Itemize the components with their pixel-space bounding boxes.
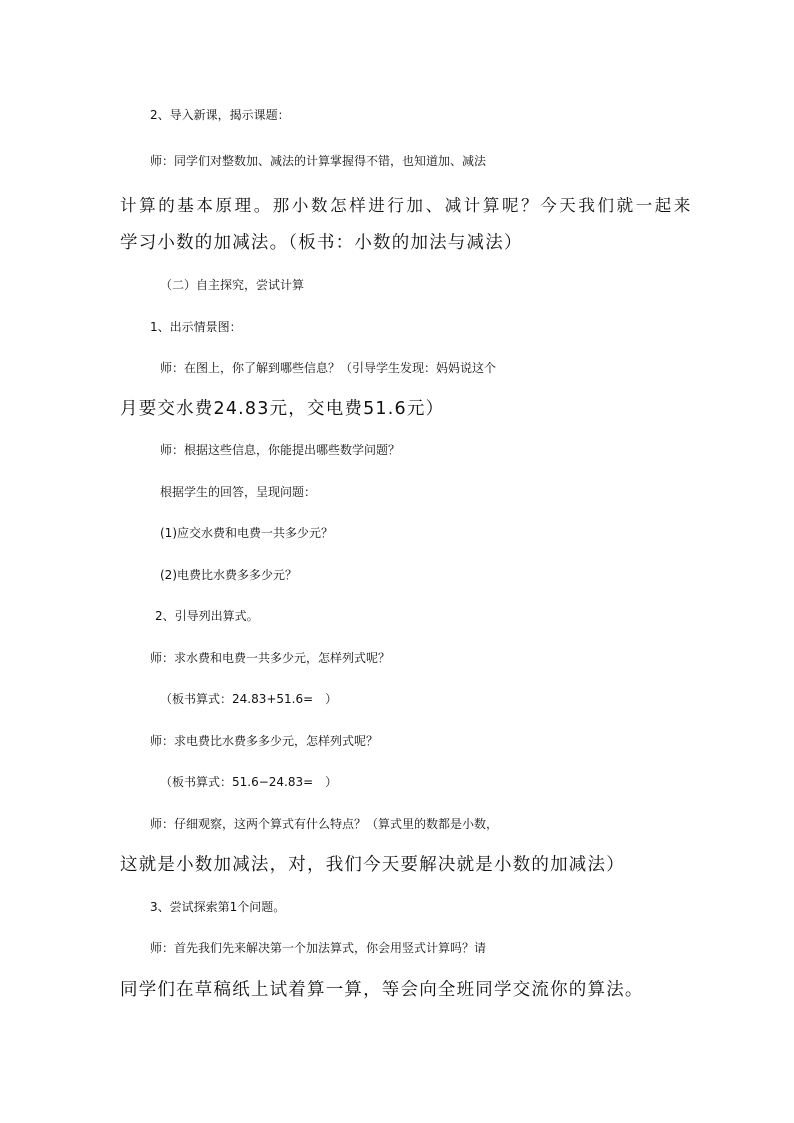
paragraph-line: 同学们在草稿纸上试着算一算，等会向全班同学交流你的算法。 [120,980,644,1000]
section-heading-scene: 1、出示情景图： [150,320,242,334]
paragraph-line: 师：首先我们先来解决第一个加法算式，你会用竖式计算吗？请 [150,941,487,955]
paragraph-line: 师：求电费比水费多多少元，怎样列式呢？ [150,734,379,748]
paragraph-line: 师：求水费和电费一共多少元，怎样列式呢？ [150,651,391,665]
section-heading-try: 3、尝试探索第1个问题。 [150,900,286,914]
section-heading-explore: （二）自主探究，尝试计算 [160,278,305,292]
formula-line: （板书算式：51.6−24.83= ） [160,775,338,789]
section-heading-import: 2、导入新课，揭示课题： [150,108,290,122]
paragraph-line: 学习小数的加减法。（板书：小数的加法与减法） [120,233,523,253]
paragraph-line: 师：在图上，你了解到哪些信息？（引导学生发现：妈妈说这个 [160,361,497,375]
paragraph-line: 师：同学们对整数加、减法的计算掌握得不错，也知道加、减法 [150,154,487,168]
paragraph-line: 师：仔细观察，这两个算式有什么特点？（算式里的数都是小数， [150,817,499,831]
paragraph-line: 月要交水费24.83元，交电费51.6元） [120,399,445,419]
formula-line: （板书算式：24.83+51.6= ） [160,692,338,706]
question-item: (2)电费比水费多多少元？ [160,568,297,582]
question-item: (1)应交水费和电费一共多少元？ [160,526,333,540]
paragraph-line: 师：根据这些信息，你能提出哪些数学问题？ [160,443,401,457]
paragraph-line: 这就是小数加减法，对，我们今天要解决就是小数的加减法） [120,855,625,875]
paragraph-line: 根据学生的回答，呈现问题： [160,485,317,499]
section-heading-formula: 2、引导列出算式。 [155,609,259,623]
paragraph-line: 计算的基本原理。那小数怎样进行加、减计算呢？今天我们就一起来 [120,196,693,215]
